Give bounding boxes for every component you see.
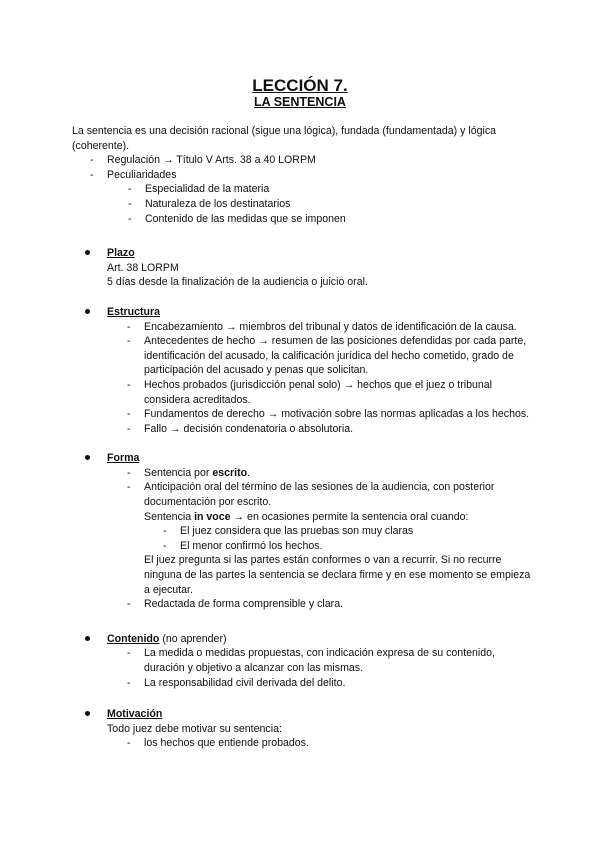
forma-list-end: [144, 597, 532, 612]
list-item: - El menor confirmó los hechos.: [180, 539, 532, 554]
motivacion-line: Todo juez debe motivar su sentencia:: [107, 722, 282, 735]
list-item: - Fundamentos de derecho → motivación sobre las normas aplicadas a los hechos.: [144, 407, 532, 422]
intro-list: [107, 153, 532, 182]
peculiaridades-list: [145, 182, 532, 226]
intro-paragraph: La sentencia es una decisión racional (sigue una lógica), fundada (fundamentada) y lógica (coherente).: [72, 125, 497, 152]
list-item: - los hechos que entiende probados.: [144, 736, 532, 751]
list-item: - La medida o medidas propuestas, con indicación expresa de su contenido, duración y objetivo a alcanzar con las mismas.: [144, 646, 532, 675]
estructura-list: [144, 320, 532, 437]
section-heading: Estructura: [107, 305, 160, 318]
list-item: - Antecedentes de hecho → resumen de las posiciones defendidas por cada parte, identificación del acusado, la calificación jurídica del hecho cometido, grado de participación del acusado y penas que solicitan.: [144, 334, 532, 378]
plazo-line: Art. 38 LORPM: [107, 261, 179, 274]
section-contenido: [107, 632, 532, 690]
list-item: - Peculiaridades: [107, 168, 532, 183]
list-item: - Encabezamiento → miembros del tribunal y datos de identificación de la causa.: [144, 320, 532, 335]
lesson-title: LECCIÓN 7.: [252, 76, 348, 95]
bullet-icon: [85, 711, 90, 716]
list-item: - Anticipación oral del término de las sesiones de la audiencia, con posterior documentación por escrito. Sentencia in voce → en ocasiones permite la sentencia oral cuando:: [144, 480, 532, 524]
list-item: - Especialidad de la materia: [145, 182, 532, 197]
bullet-icon: [85, 250, 90, 255]
list-item: - Contenido de las medidas que se imponen: [145, 212, 532, 227]
section-heading: Plazo: [107, 247, 135, 260]
section-heading: Motivación: [107, 708, 163, 721]
section-heading-line: Contenido (no aprender): [107, 632, 227, 645]
section-estructura: [107, 305, 532, 436]
bullet-icon: [85, 455, 90, 460]
section-plazo: [107, 246, 532, 290]
section-heading: Forma: [107, 452, 140, 465]
contenido-list: [144, 646, 532, 690]
list-item: - El juez considera que las pruebas son muy claras: [180, 524, 532, 539]
section-motivacion: [107, 707, 532, 751]
voce-after-text: El juez pregunta si las partes están conformes o van a recurrir. Si no recurre ninguna de las partes la sentencia se declara firme y en ese momento se empieza a ejecutar.: [144, 554, 531, 596]
section-forma: [107, 451, 532, 612]
list-item: - La responsabilidad civil derivada del delito.: [144, 676, 532, 691]
list-item: - Hechos probados (jurisdicción penal solo) → hechos que el juez o tribunal considera acreditados.: [144, 378, 532, 407]
lesson-subtitle: LA SENTENCIA: [254, 95, 346, 109]
plazo-line: 5 días desde la finalización de la audiencia o juicio oral.: [107, 276, 368, 289]
list-item: - Fallo → decisión condenatoria o absolutoria.: [144, 422, 532, 437]
list-item: - Redactada de forma comprensible y clara.: [144, 597, 532, 612]
list-item: - Sentencia por escrito.: [144, 466, 532, 481]
bullet-icon: [85, 309, 90, 314]
bullet-icon: [85, 636, 90, 641]
forma-list: [144, 466, 532, 524]
voce-list: [180, 524, 532, 553]
list-item: - Naturaleza de los destinatarios: [145, 197, 532, 212]
motivacion-list: [144, 736, 532, 751]
list-item: - Regulación → Título V Arts. 38 a 40 LORPM: [107, 153, 532, 168]
document-body: [72, 124, 532, 751]
